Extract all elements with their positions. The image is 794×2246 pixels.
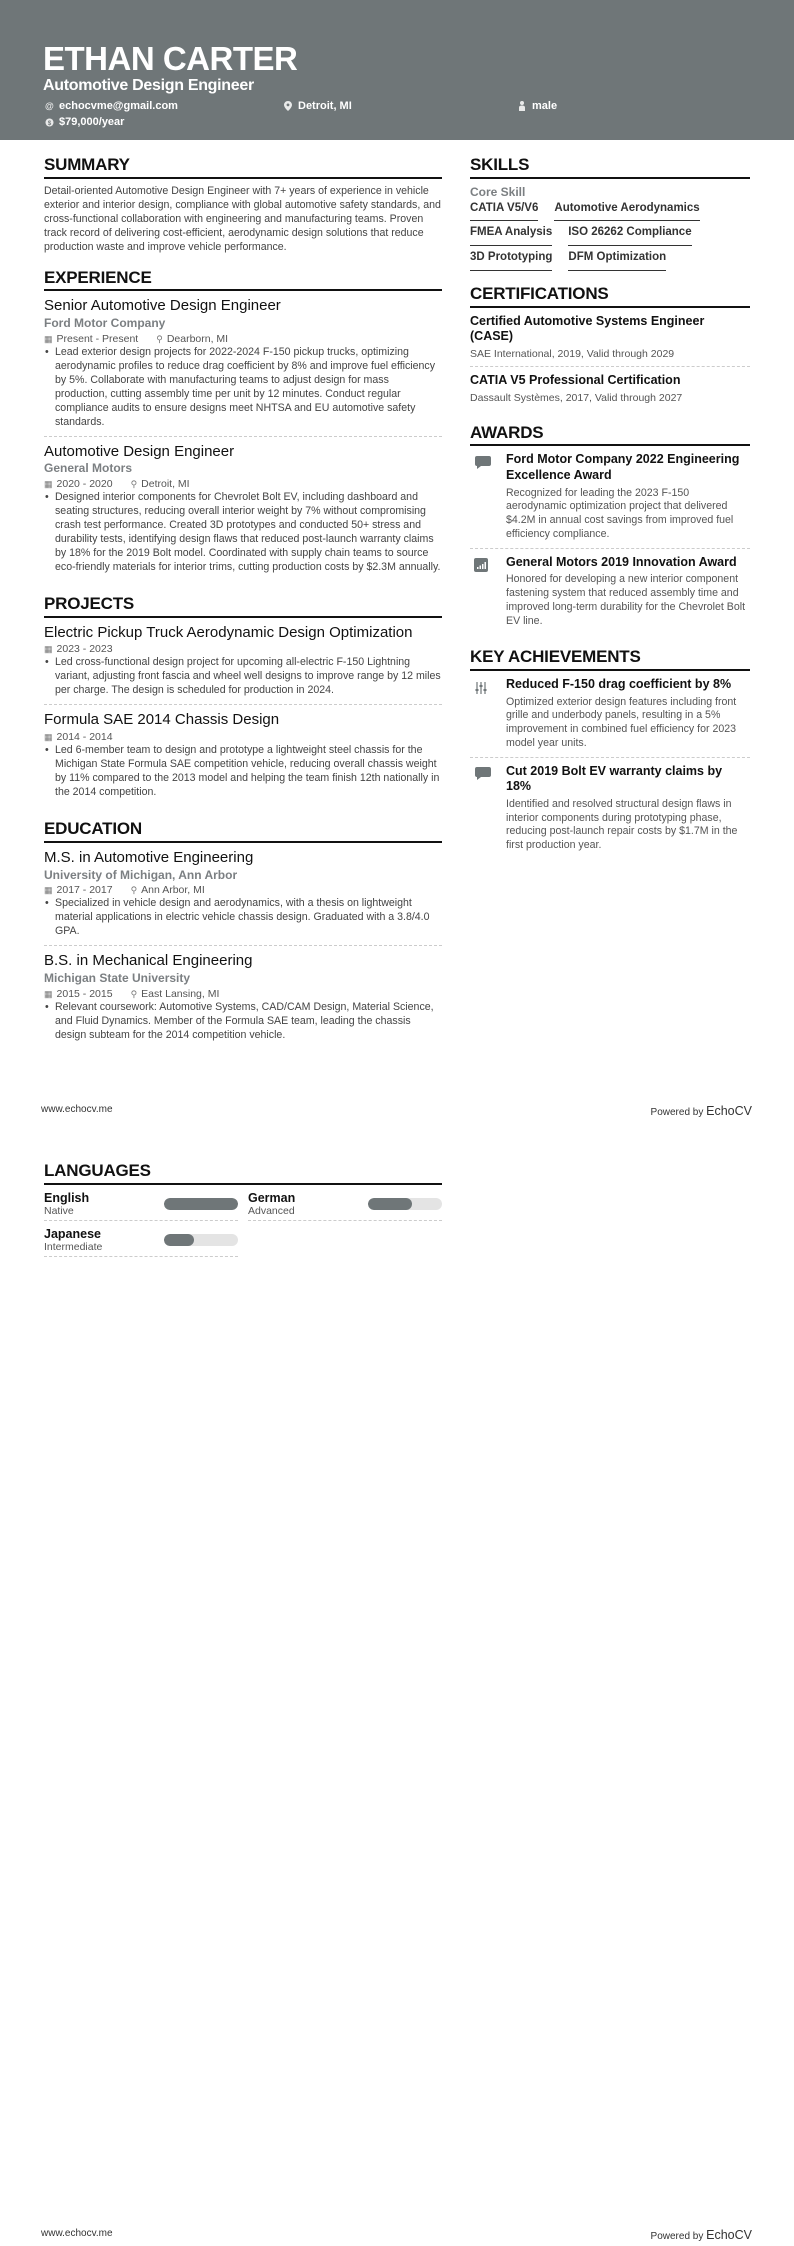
candidate-name: ETHAN CARTER — [43, 40, 298, 77]
gender-text: male — [532, 100, 558, 112]
language-name: English — [44, 1190, 90, 1205]
calendar-icon: ▦ — [44, 732, 53, 743]
language-name: German — [248, 1190, 296, 1205]
certifications-section — [470, 285, 750, 410]
certification-item — [470, 314, 750, 367]
education-heading: EDUCATION — [44, 820, 442, 843]
powered-by — [651, 2228, 752, 2242]
powered-by-label: Powered by — [650, 2231, 704, 2242]
project-title: Electric Pickup Truck Aerodynamic Design Optimization — [44, 623, 413, 641]
chat-bubble-icon — [470, 764, 506, 853]
contact-location — [284, 100, 352, 112]
project-meta — [44, 730, 442, 744]
summary-section — [44, 156, 442, 255]
skill-tag: DFM Optimization — [568, 251, 666, 271]
job-dates: Present - Present — [56, 332, 139, 345]
svg-text:$: $ — [47, 121, 52, 128]
award-description: Recognized for leading the 2023 F-150 aerodynamic optimization project that delivered $4.2M in annual cost savings from improved fuel efficiency compliance. — [506, 486, 734, 540]
contact-gender — [518, 100, 557, 112]
project-item — [44, 624, 442, 706]
language-list — [44, 1191, 442, 1264]
calendar-icon: ▦ — [44, 333, 53, 344]
education-item — [44, 952, 442, 1048]
bar-chart-icon — [470, 555, 506, 629]
project-description: • Led 6-member team to design and prototype a lightweight steel chassis for the Michigan State Formula SAE competition vehicle, reducing overall chassis weight by 11% compared to the 2013 model and helping the team finish 12th nationally in the 2014 competition. — [44, 744, 442, 800]
job-meta — [44, 332, 442, 346]
certification-title: CATIA V5 Professional Certification — [470, 373, 681, 388]
languages-section — [44, 1162, 442, 1263]
project-item — [44, 711, 442, 806]
job-title: Automotive Design Engineer — [44, 442, 235, 460]
brand-name[interactable]: EchoCV — [706, 1104, 752, 1118]
job-location: Dearborn, MI — [166, 332, 229, 345]
calendar-icon: ▦ — [44, 478, 53, 489]
projects-section — [44, 595, 442, 806]
experience-section — [44, 269, 442, 581]
skill-tag: Automotive Aerodynamics — [554, 202, 699, 222]
skills-heading: SKILLS — [470, 156, 750, 179]
coin-icon — [45, 117, 53, 127]
project-meta — [44, 642, 442, 656]
experience-heading: EXPERIENCE — [44, 269, 442, 292]
achievement-description: Optimized exterior design features including front grille and underbody panels, resulting in a 5% improvement in combined fuel efficiency for 2023 model year units. — [506, 695, 737, 749]
award-title: General Motors 2019 Innovation Award — [506, 554, 737, 569]
right-column — [470, 156, 750, 873]
at-icon: @ — [45, 101, 54, 111]
proficiency-fill — [164, 1198, 238, 1210]
proficiency-bar — [164, 1198, 238, 1210]
company-name: General Motors — [44, 461, 133, 476]
email-text: echocvme@gmail.com — [59, 100, 178, 112]
project-title: Formula SAE 2014 Chassis Design — [44, 711, 280, 729]
education-meta — [44, 987, 442, 1001]
education-description: • Specialized in vehicle design and aerodynamics, with a thesis on lightweight material applications in electric vehicle chassis design. Graduated with a 3.8/4.0 GPA. — [44, 897, 442, 939]
education-dates: 2015 - 2015 — [56, 987, 113, 1000]
location-pin-icon: ⚲ — [130, 988, 138, 999]
awards-section — [470, 424, 750, 635]
language-level: Native — [44, 1205, 74, 1218]
location-pin-icon: ⚲ — [156, 333, 163, 344]
proficiency-bar — [164, 1234, 238, 1246]
certification-item — [470, 373, 750, 410]
certification-title: Certified Automotive Systems Engineer (CASE) — [470, 313, 705, 344]
job-dates: 2020 - 2020 — [56, 477, 113, 490]
language-name: Japanese — [44, 1227, 101, 1242]
skills-section — [470, 156, 750, 271]
awards-heading: AWARDS — [470, 424, 750, 447]
achievement-title: Cut 2019 Bolt EV warranty claims by 18% — [506, 763, 723, 794]
location-pin-icon: ⚲ — [130, 885, 138, 896]
education-dates: 2017 - 2017 — [56, 884, 113, 897]
achievement-item — [470, 677, 750, 758]
language-item — [44, 1227, 238, 1257]
achievements-section — [470, 648, 750, 859]
school-name: Michigan State University — [44, 971, 191, 986]
summary-text: Detail-oriented Automotive Design Engineer with 7+ years of experience in vehicle exterior and interior design, compliance with global automotive safety standards, and cross-functional collaboration with engineering and manufacturing teams. Proven track record of delivering cost-efficient, aerodynamic design solutions that reduce production waste and improve vehicle performance. — [44, 184, 441, 253]
powered-by — [651, 1104, 752, 1118]
education-description: • Relevant coursework: Automotive Systems, CAD/CAM Design, Material Science, and Fluid Dynamics. Member of the Formula SAE team, leading the chassis design subteam for the 2014 competition vehicle. — [44, 1001, 442, 1043]
candidate-role: Automotive Design Engineer — [43, 77, 254, 94]
award-description: Honored for developing a new interior component fastening system that reduced assembly time and improved long-term durability for the Chevrolet Bolt EV line. — [506, 573, 746, 627]
education-location: East Lansing, MI — [141, 987, 220, 1000]
education-meta — [44, 883, 442, 897]
contact-salary — [45, 116, 124, 128]
achievement-item — [470, 764, 750, 859]
certification-issuer: Dassault Systèmes, 2017, Valid through 2027 — [470, 391, 683, 404]
powered-by-label: Powered by — [650, 1107, 704, 1118]
project-dates: 2014 - 2014 — [56, 731, 113, 744]
language-level: Advanced — [248, 1205, 295, 1218]
proficiency-fill — [368, 1198, 412, 1210]
job-meta — [44, 477, 442, 491]
brand-name[interactable]: EchoCV — [706, 2228, 752, 2242]
location-text: Detroit, MI — [298, 100, 352, 112]
website-link[interactable]: www.echocv.me — [41, 2228, 113, 2239]
skill-tag: 3D Prototyping — [470, 251, 552, 271]
job-description: • Lead exterior design projects for 2022-2024 F-150 pickup trucks, optimizing aerodynamic profiles to reduce drag coefficient by 8% and improve fuel efficiency by 5%. Collaborate with manufacturing teams to adjust design for mass production, cutting assembly time per unit by 12 minutes. Conduct regular compliance audits to ensure designs meet NHTSA and EU automotive safety standards. — [44, 346, 442, 430]
proficiency-fill — [164, 1234, 194, 1246]
language-item — [248, 1191, 442, 1221]
skill-tag: CATIA V5/V6 — [470, 202, 538, 222]
location-pin-icon: ⚲ — [130, 478, 138, 489]
location-pin-icon — [284, 101, 292, 112]
job-title: Senior Automotive Design Engineer — [44, 297, 281, 315]
achievement-description: Identified and resolved structural design flaws in interior components during prototyping phase, reducing post-launch repair costs by $1.7M in the first production year. — [506, 797, 738, 852]
experience-item — [44, 297, 442, 436]
job-location: Detroit, MI — [141, 477, 190, 490]
calendar-icon: ▦ — [44, 988, 53, 999]
sliders-icon — [470, 677, 506, 751]
degree-title: B.S. in Mechanical Engineering — [44, 952, 253, 970]
summary-heading: SUMMARY — [44, 156, 442, 179]
achievements-heading: KEY ACHIEVEMENTS — [470, 648, 750, 671]
certifications-heading: CERTIFICATIONS — [470, 285, 750, 308]
calendar-icon: ▦ — [44, 885, 53, 896]
school-name: University of Michigan, Ann Arbor — [44, 867, 238, 882]
education-item — [44, 849, 442, 946]
language-item — [44, 1191, 238, 1221]
salary-text: $79,000/year — [59, 116, 125, 128]
contact-email[interactable] — [45, 100, 178, 112]
left-column — [44, 156, 442, 1063]
award-title: Ford Motor Company 2022 Engineering Excellence Award — [506, 452, 740, 482]
skill-list — [470, 202, 750, 271]
skill-tag: FMEA Analysis — [470, 226, 552, 246]
proficiency-bar — [368, 1198, 442, 1210]
company-name: Ford Motor Company — [44, 315, 166, 330]
project-description: • Led cross-functional design project for upcoming all-electric F-150 Lightning variant, adjusting front fascia and wheel well designs to improve range by 12 miles per charge. The design is scheduled for production in 2024. — [44, 656, 442, 698]
project-dates: 2023 - 2023 — [56, 643, 113, 656]
website-link[interactable]: www.echocv.me — [41, 1104, 113, 1115]
job-description: • Designed interior components for Chevrolet Bolt EV, including dashboard and seating structures, reducing overall interior weight by 7% without compromising crash test performance. Created 3D prototypes and conducted 50+ stress and durability tests, identifying design flaws that reduced post-launch warranty claims by 18% for the 2019 Bolt model. Coordinated with supply chain teams to source eco-friendly materials for interior trims, cutting production costs by $2.3M annually. — [44, 491, 442, 575]
experience-item — [44, 443, 442, 581]
skill-tag: ISO 26262 Compliance — [568, 226, 691, 246]
education-section — [44, 820, 442, 1049]
calendar-icon: ▦ — [44, 644, 53, 655]
person-icon — [518, 101, 526, 112]
degree-title: M.S. in Automotive Engineering — [44, 848, 254, 866]
languages-heading: LANGUAGES — [44, 1162, 442, 1185]
achievement-title: Reduced F-150 drag coefficient by 8% — [506, 677, 732, 692]
award-item — [470, 555, 750, 635]
certification-issuer: SAE International, 2019, Valid through 2029 — [470, 348, 675, 361]
language-level: Intermediate — [44, 1241, 103, 1254]
education-location: Ann Arbor, MI — [141, 884, 205, 897]
projects-heading: PROJECTS — [44, 595, 442, 618]
award-item — [470, 452, 750, 548]
resume-header — [0, 0, 794, 140]
skill-category: Core Skill — [470, 184, 526, 199]
chat-bubble-icon — [470, 452, 506, 541]
